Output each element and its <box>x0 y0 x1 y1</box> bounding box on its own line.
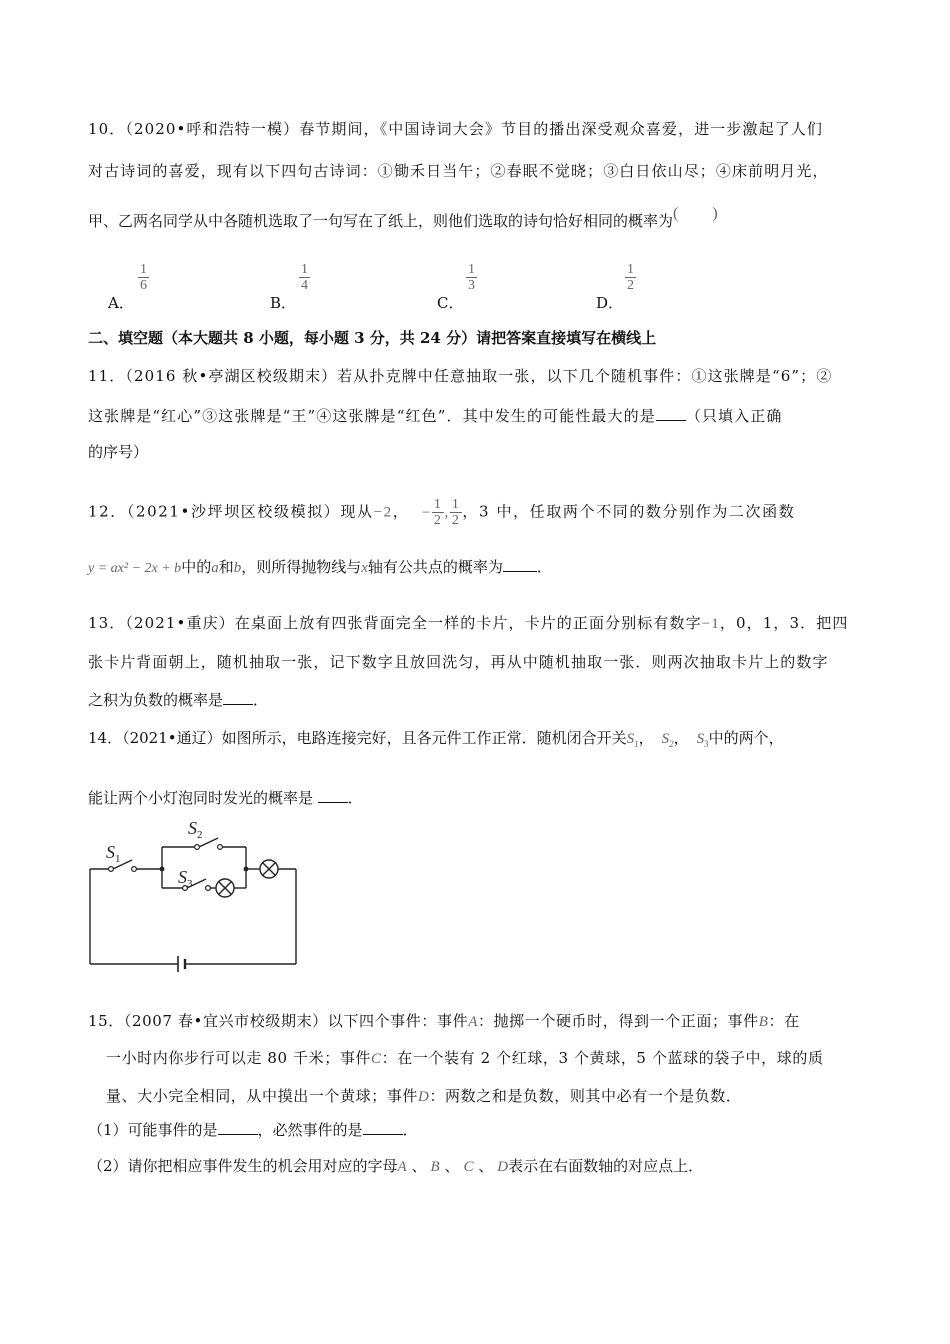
section-heading: 二、填空题（本大题共 8 小题，每小题 3 分，共 24 分）请把答案直接填写在横线上 <box>88 329 657 347</box>
q14-line2a: 能让两个小灯泡同时发光的概率是 <box>88 789 318 807</box>
q15-sub1b: ，必然事件的是 <box>257 1121 363 1139</box>
answer-blank[interactable] <box>656 406 686 421</box>
q14-sep: ， <box>638 729 654 747</box>
label-s3: $S_3$ <box>178 867 193 890</box>
q15-event-a: A <box>468 1014 478 1030</box>
q10-line3: 甲、乙两名同学从中各随机选取了一句写在了纸上，则他们选取的诗句恰好相同的概率为 <box>88 212 674 230</box>
q14-s2: $S_2$ <box>661 731 674 749</box>
q15-event-d: D <box>418 1089 430 1105</box>
q13-line3 <box>88 689 268 710</box>
q12-sep: ， <box>392 502 410 521</box>
junction-dot <box>160 867 165 872</box>
q12-formula: y = ax² − 2x + b <box>88 561 182 576</box>
q12-frac1: $\frac{1}{2}$ <box>433 497 443 528</box>
option-label: B． <box>270 294 297 312</box>
q12-line1 <box>88 497 795 528</box>
q11-line1: 11．（2016 秋•亭湖区校级期末）若从扑克牌中任意抽取一张，以下几个随机事件：①这张牌是“6”；② <box>88 367 833 385</box>
q13-neg1: −1 <box>701 616 720 632</box>
q11-line2b: （只填入正确 <box>685 407 783 425</box>
option-label: D． <box>596 294 624 312</box>
option-label: A． <box>108 294 134 312</box>
q12-line2 <box>88 556 552 577</box>
answer-blank[interactable] <box>318 788 348 803</box>
q15-sub2a: （2）请你把相应事件发生的机会用对应的字母 <box>88 1157 398 1175</box>
answer-blank[interactable] <box>363 1120 403 1135</box>
q10-paren-close: ) <box>712 205 718 222</box>
q11-line2a: 这张牌是“红心”③这张牌是“王”④这张牌是“红色”．其中发生的可能性最大的是 <box>88 407 656 425</box>
q12-comma: , <box>444 504 450 521</box>
q15-line1c: ：在 <box>768 1012 800 1030</box>
q12-var-a: a <box>211 560 219 576</box>
q14-line1 <box>88 727 784 749</box>
q14-s1: $S_1$ <box>626 731 639 749</box>
q10-line3-wrap <box>88 205 718 231</box>
q12-mid1: 中的 <box>181 558 212 576</box>
q15-sub2b: 表示在右面数轴的对应点上． <box>508 1157 704 1175</box>
label-s1: $S_1$ <box>106 842 121 865</box>
q13-line1a: 13．（2021•重庆）在桌面上放有四张背面完全一样的卡片，卡片的正面分别标有数字 <box>88 614 702 632</box>
junction-dot <box>244 867 249 872</box>
q13-line2: 张卡片背面朝上，随机抽取一张，记下数字且放回洗匀，再从中随机抽取一张．则两次抽取卡片上的数字 <box>88 653 829 671</box>
q15-letter-a: A <box>397 1159 407 1175</box>
q14-line2b: ． <box>347 789 363 807</box>
q15-line2a: 一小时内你步行可以走 80 千米；事件 <box>106 1049 372 1067</box>
option-fraction: 1 4 <box>301 262 308 293</box>
q15-line1b: ：抛掷一个硬币时，得到一个正面；事件 <box>477 1012 759 1030</box>
circuit-diagram <box>84 812 304 972</box>
q11-line2 <box>88 405 782 426</box>
q15-line1 <box>88 1010 800 1031</box>
answer-blank[interactable] <box>218 1120 258 1135</box>
q12-and: 和 <box>218 558 234 576</box>
q15-sub1c: ． <box>402 1121 418 1139</box>
q13-line3a: 之积为负数的概率是 <box>88 691 224 709</box>
q15-line3 <box>106 1085 741 1106</box>
q13-line1 <box>88 612 848 633</box>
q12-period: ． <box>536 558 552 576</box>
q14-line1a: 14．（2021•通辽）如图所示，电路连接完好，且各元件工作正常．随机闭合开关 <box>88 729 627 747</box>
q10-line2: 对古诗词的喜爱，现有以下四句古诗词：①锄禾日当午；②春眠不觉晓；③白日依山尽；④床前明月光， <box>88 162 829 180</box>
q14-line2 <box>88 787 363 808</box>
q13-line1b: ，0，1，3．把四 <box>719 614 849 632</box>
bulb-icon <box>260 860 278 878</box>
option-label: C． <box>437 294 464 312</box>
option-fraction: 1 6 <box>140 262 147 293</box>
q12-frac2: $\frac{1}{2}$ <box>451 497 461 528</box>
q15-event-c: C <box>371 1051 382 1067</box>
q15-sep: 、 <box>444 1157 460 1175</box>
q15-letter-c: C <box>463 1159 474 1175</box>
q14-line1b: 中的两个， <box>708 729 784 747</box>
q15-line3a: 量、大小完全相同，从中摸出一个黄球；事件 <box>106 1087 419 1105</box>
q12-mid2: ，则所得抛物线与 <box>241 558 362 576</box>
q15-line2 <box>106 1047 824 1068</box>
q15-sep: 、 <box>411 1157 427 1175</box>
q12-var-b: b <box>233 560 242 576</box>
q12-suffix: ，3 中，任取两个不同的数分别作为二次函数 <box>462 502 796 521</box>
q15-sub2 <box>88 1155 703 1176</box>
q15-sub1 <box>88 1119 418 1140</box>
answer-blank[interactable] <box>503 557 537 572</box>
bulb-icon <box>216 879 234 897</box>
q13-line3b: ． <box>253 691 269 709</box>
q10-line1: 10．（2020•呼和浩特一模）春节期间，《中国诗词大会》节目的播出深受观众喜爱，进一步激起了人们 <box>88 120 824 138</box>
q15-line2b: ：在一个装有 2 个红球，3 个黄球，5 个蓝球的袋子中，球的质 <box>381 1049 824 1067</box>
q12-prefix: 12．（2021•沙坪坝区校级模拟）现从 <box>88 502 374 521</box>
q12-minus: − <box>421 504 432 521</box>
q14-sep: ， <box>673 729 689 747</box>
option-fraction: 1 2 <box>627 262 634 293</box>
answer-blank[interactable] <box>223 690 253 705</box>
q11-line3: 的序号） <box>88 443 149 461</box>
option-fraction: 1 3 <box>468 262 475 293</box>
q15-letter-d: D <box>497 1159 509 1175</box>
q15-letter-b: B <box>430 1159 440 1175</box>
q15-line3b: ：两数之和是负数，则其中必有一个是负数． <box>429 1087 742 1105</box>
q10-paren-open: ( <box>673 205 679 222</box>
q15-sep: 、 <box>478 1157 494 1175</box>
q15-line1a: 15．（2007 春•宜兴市校级期末）以下四个事件：事件 <box>88 1012 469 1030</box>
q12-var-x: x <box>361 560 368 576</box>
q12-value-neg2: −2 <box>373 504 393 521</box>
q14-s3: $S_3$ <box>696 731 709 749</box>
label-s2: $S_2$ <box>188 818 203 841</box>
q15-event-b: B <box>758 1014 769 1030</box>
q12-end: 轴有公共点的概率为 <box>367 558 503 576</box>
q15-sub1a: （1）可能事件的是 <box>88 1121 218 1139</box>
